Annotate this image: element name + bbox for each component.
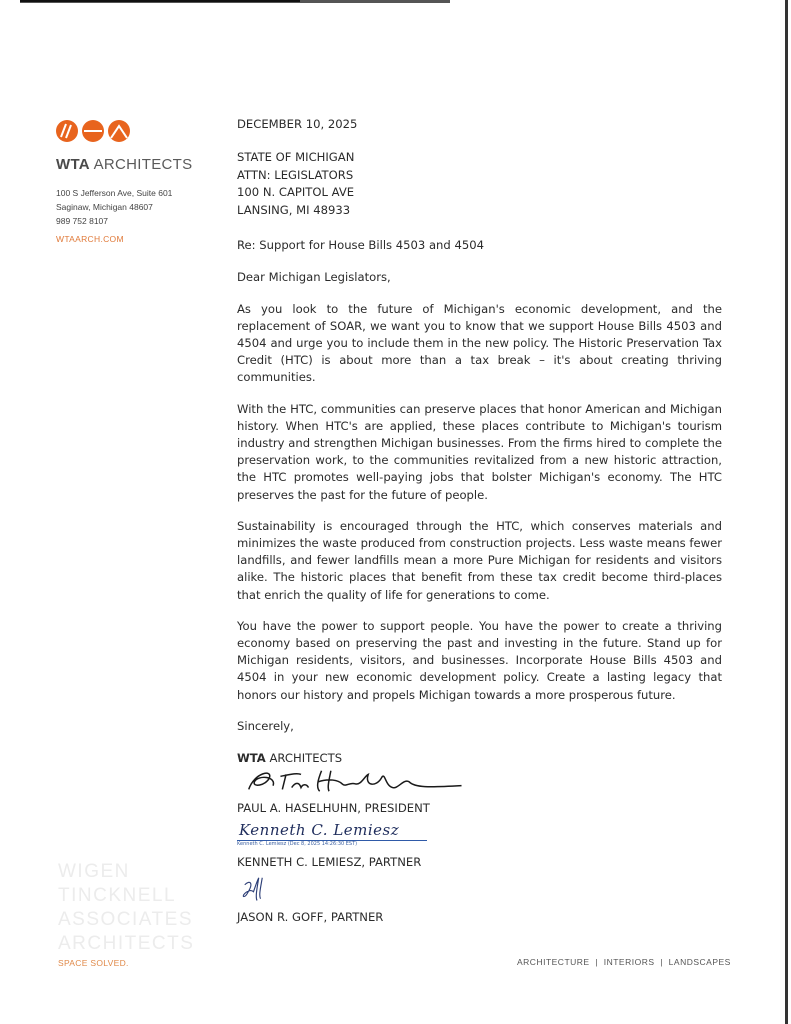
recipient-line: ATTN: LEGISLATORS xyxy=(237,167,354,182)
goff-signature-icon xyxy=(237,876,277,904)
signer-name: KENNETH C. LEMIESZ, PARTNER xyxy=(237,855,422,870)
signer-name: PAUL A. HASELHUHN, PRESIDENT xyxy=(237,801,430,816)
brand-name xyxy=(56,156,192,173)
logo-t-circle-icon xyxy=(82,120,104,142)
firm-full-name xyxy=(58,860,194,956)
paragraph: Sustainability is encouraged through the HTC, which conserves materials and minimizes the waste produced from construction projects. Less waste means fewer landfills, and fewer landfills mean a more Pure Michigan for residents and visitors alike. The historic places that benefit from these tax credit become third-places that enrich the quality of life for generations to come. xyxy=(237,518,722,602)
address-line: 100 S Jefferson Ave, Suite 601 xyxy=(56,188,173,198)
recipient-line: 100 N. CAPITOL AVE xyxy=(237,185,355,200)
firm-name-line: TINCKNELL xyxy=(58,885,177,906)
recipient-line: STATE OF MICHIGAN xyxy=(237,150,355,165)
closing: Sincerely, xyxy=(237,718,294,733)
tagline: SPACE SOLVED. xyxy=(58,958,129,968)
website-link[interactable]: WTAARCH.COM xyxy=(56,234,124,244)
recipient-address xyxy=(237,149,722,219)
firm-address xyxy=(56,186,172,228)
brand-rest: ARCHITECTS xyxy=(89,156,193,173)
letter-body xyxy=(237,116,722,930)
brand-bold: WTA xyxy=(56,156,90,173)
scan-page-edge xyxy=(785,0,788,1024)
signature-firm xyxy=(237,750,722,767)
paragraph: As you look to the future of Michigan's economic development, and the replacement of SOAR, we want you to know that we support House Bills 4503 and 4504 and urge you to include them in the new policy. The Historic Preservation Tax Credit (HTC) is about more than a tax break – it's about creating thriving communities. xyxy=(237,301,722,385)
logo-w-circle-icon xyxy=(56,120,78,142)
subject-line: Re: Support for House Bills 4503 and 4504 xyxy=(237,238,484,253)
recipient-line: LANSING, MI 48933 xyxy=(237,202,351,217)
firm-rest: ARCHITECTS xyxy=(265,751,343,766)
paragraph: You have the power to support people. You have the power to create a thriving economy based on preserving the past and investing in the future. Stand up for Michigan residents, visitors, and businesses. Incorporate House Bills 4503 and 4504 in your new economic development policy. Create a lasting legacy that honors our history and propels Michigan towards a more prosperous future. xyxy=(237,618,722,702)
firm-name-line: ARCHITECTS xyxy=(58,933,195,954)
wta-logo xyxy=(56,120,130,142)
address-line: Saginaw, Michigan 48607 xyxy=(56,202,153,212)
firm-name-line: WIGEN xyxy=(58,861,130,882)
phone-number: 989 752 8107 xyxy=(56,216,108,226)
haselhuhn-signature-icon xyxy=(237,767,477,795)
firm-name-line: ASSOCIATES xyxy=(58,909,194,930)
esignature-timestamp: Kenneth C. Lemiesz (Dec 8, 2025 14:26:30 EST) xyxy=(237,841,358,848)
signer-name: JASON R. GOFF, PARTNER xyxy=(237,909,384,924)
firm-bold: WTA xyxy=(237,751,266,766)
services-list: ARCHITECTURE | INTERIORS | LANDSCAPES xyxy=(517,957,731,967)
letter-date: DECEMBER 10, 2025 xyxy=(237,117,358,131)
logo-a-circle-icon xyxy=(108,120,130,142)
salutation: Dear Michigan Legislators, xyxy=(237,270,391,285)
paragraph: With the HTC, communities can preserve places that honor American and Michigan history. When HTC's are applied, these places contribute to Michigan's tourism industry and strengthen Michigan businesses. From the firms hired to complete the preservation work, to the communities revitalized from a new historic attraction, the HTC promotes well-paying jobs that bolster Michigan's economy. The HTC preserves the past for the future of people. xyxy=(237,401,722,502)
scan-artifact-top-dark xyxy=(20,0,300,2)
lemiesz-esignature: Kenneth C. Lemiesz xyxy=(239,820,400,839)
